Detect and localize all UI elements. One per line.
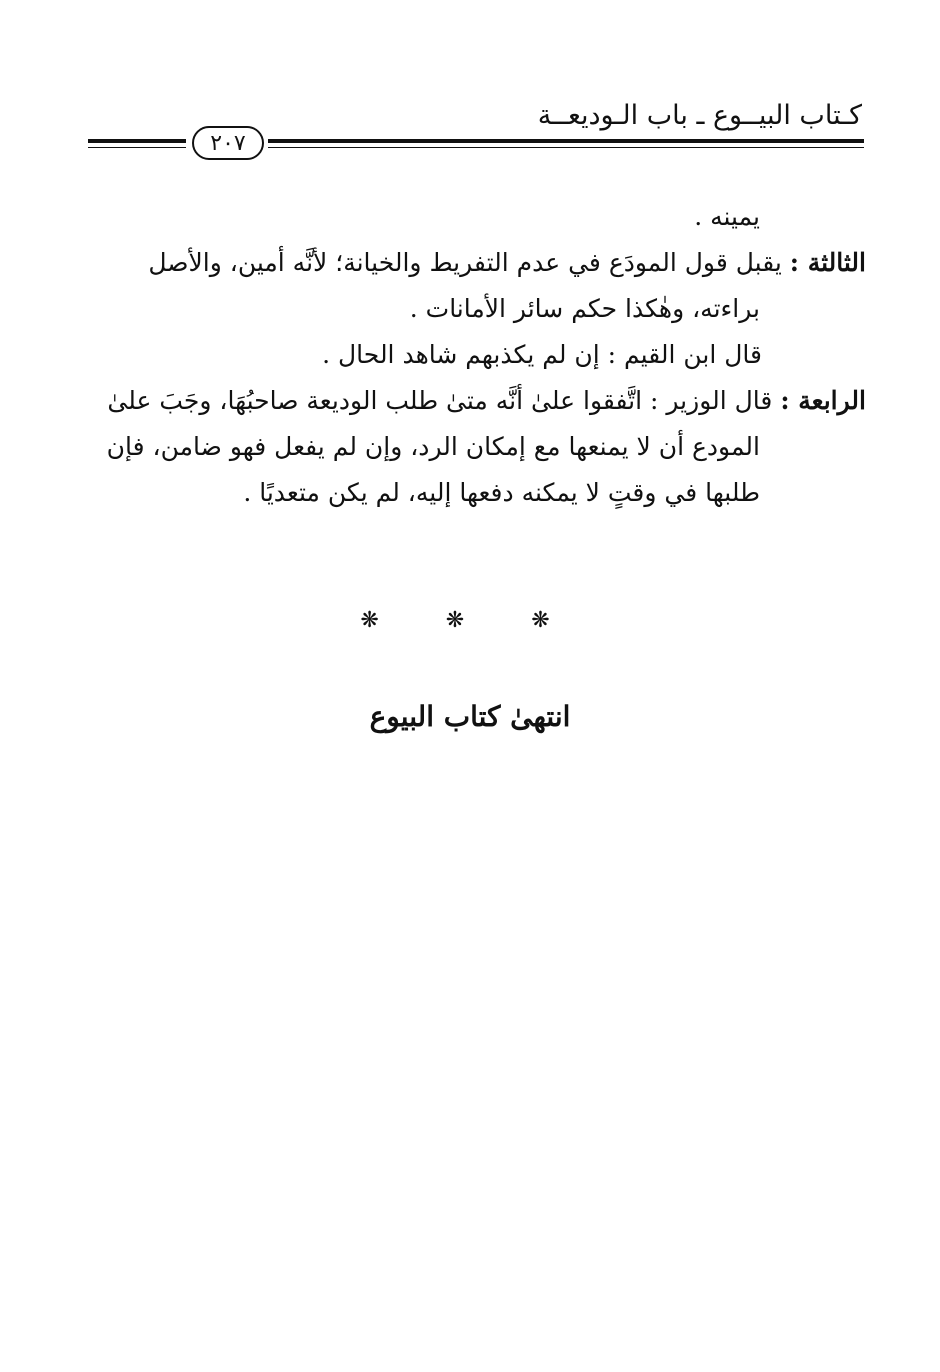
header-rule-left <box>88 139 186 148</box>
paragraph-fourth-line-1 <box>84 378 866 424</box>
paragraph-fourth-line-2: المودع أن لا يمنعها مع إمكان الرد، وإن لم يفعل فهو ضامن، فإن <box>106 432 760 461</box>
paragraph-third-text-1: يقبل قول المودَع في عدم التفريط والخيانة؛ لأنَّه أمين، والأصل <box>148 248 782 277</box>
page-number: ٢٠٧ <box>192 126 264 160</box>
paragraph-fourth-text-1: قال الوزير : اتَّفقوا علىٰ أنَّه متىٰ طلب الوديعة صاحبُهَا، وجَبَ علىٰ <box>107 386 773 415</box>
section-separator-stars: ❋ ❋ ❋ <box>360 608 580 633</box>
closing-heading: انتهىٰ كتاب البيوع <box>369 700 571 733</box>
paragraph-fourth-line-3: طلبها في وقتٍ لا يمكنه دفعها إليه، لم يكن متعديًا . <box>243 478 760 507</box>
paragraph-third-line-2: براءته، وهٰكذا حكم سائر الأمانات . <box>409 294 760 323</box>
body-text <box>84 194 866 516</box>
paragraph-fourth-label: الرابعة : <box>780 386 866 415</box>
running-title: كـتاب البيــوع ـ باب الـوديعــة <box>537 100 862 131</box>
paragraph-third-line-1 <box>84 240 866 286</box>
header-rule-right <box>268 139 864 148</box>
paragraph-third-label: الثالثة : <box>789 248 866 277</box>
ibn-qayyim-quote: قال ابن القيم : إن لم يكذبهم شاهد الحال . <box>322 340 762 369</box>
continuation-line: يمينه . <box>694 202 760 231</box>
